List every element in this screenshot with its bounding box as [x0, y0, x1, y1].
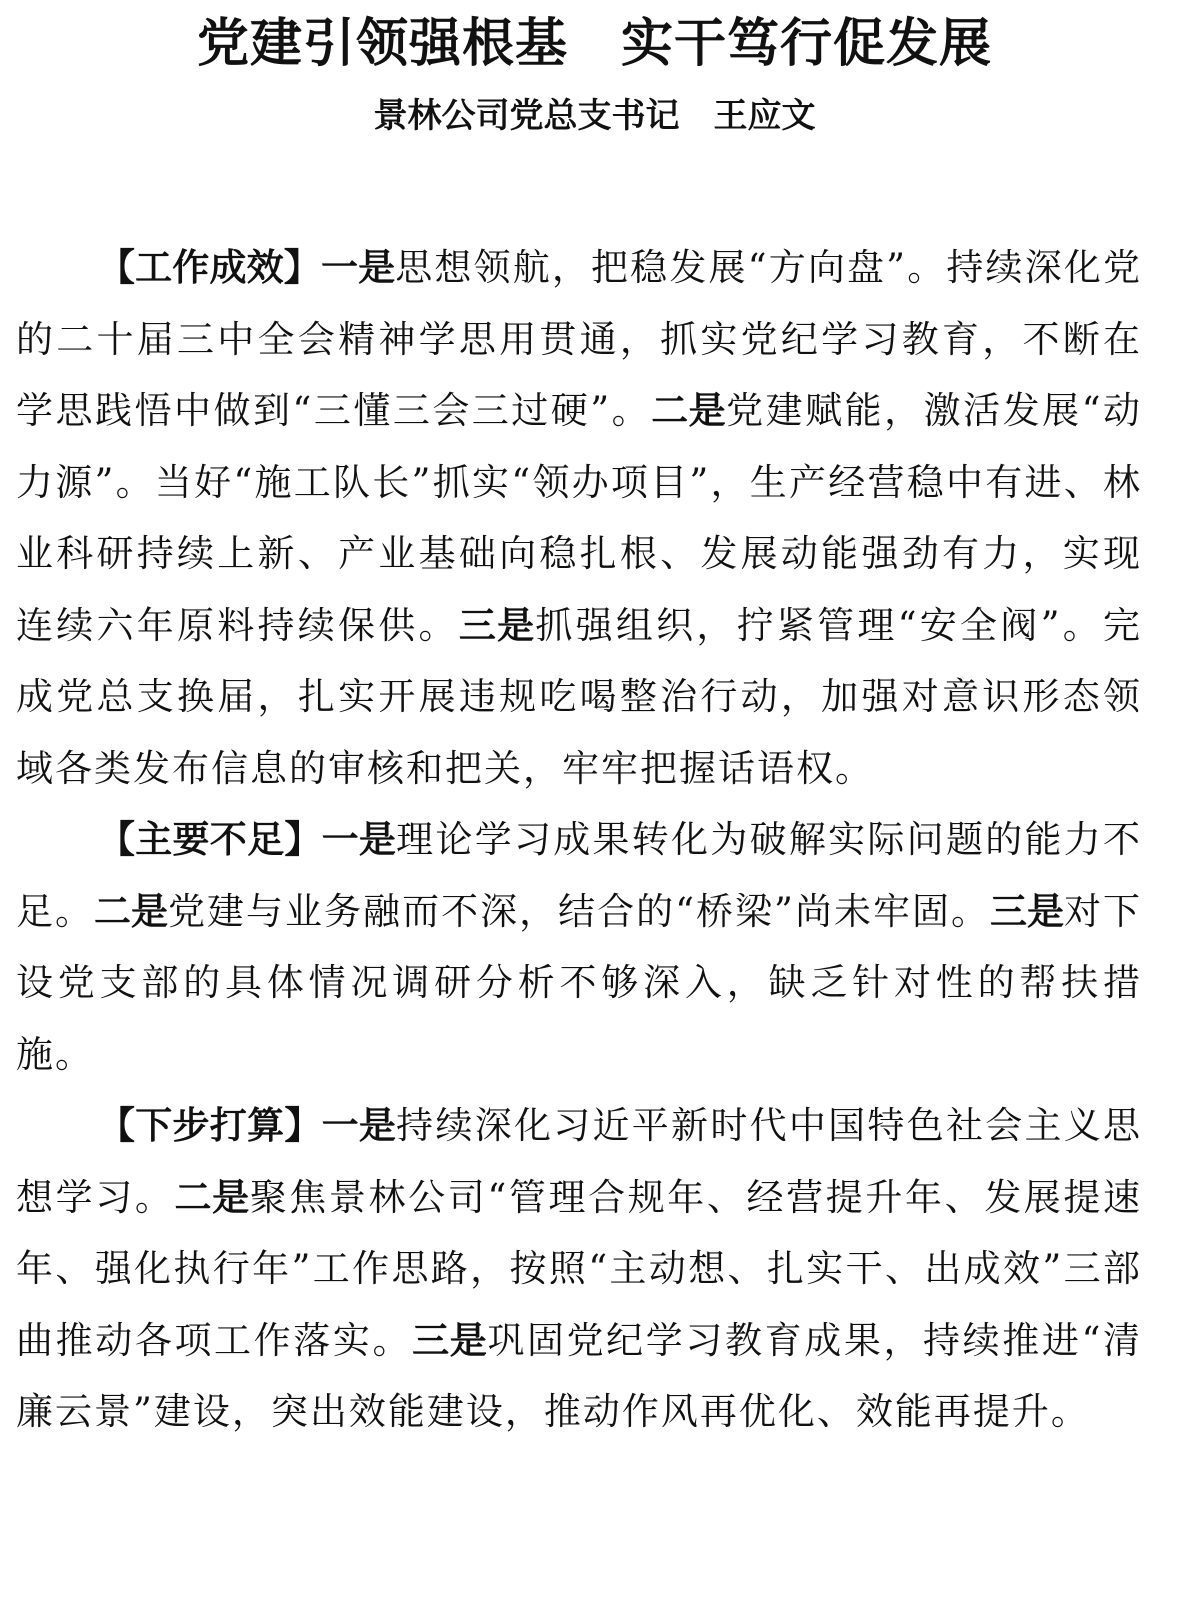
item-marker: 三是 — [412, 1318, 488, 1362]
item-text: 聚焦景林公司“管理合规年、经营提升年、发展提速年、强化执行年”工作思路，按照“主动想、扎实干、出成效”三部曲推动各项工作落实。 — [16, 1175, 1143, 1362]
section-shortcomings — [16, 804, 1142, 1090]
item-text: 党建赋能，激活发展“动力源”。当好“施工队长”抓实“领办项目”，生产经营稳中有进、林业科研持续上新、产业基础向稳扎根、发展动能强劲有力，实现连续六年原料持续保供。 — [16, 389, 1142, 647]
item-marker: 一是 — [320, 246, 396, 289]
item-marker: 二是 — [174, 1175, 250, 1219]
item-text: 理论学习成果转化为破解实际问题的能力不足。 — [16, 818, 1143, 933]
item-text: 思想领航，把稳发展“方向盘”。持续深化党的二十届三中全会精神学思用贯通，抓实党纪学习教育，不断在学思践悟中做到“三懂三会三过硬”。 — [16, 246, 1143, 432]
item-marker: 一是 — [321, 1104, 397, 1147]
item-marker: 三是 — [458, 603, 536, 647]
item-text: 巩固党纪学习教育成果，持续推进“清廉云景”建设，突出效能建设，推动作风再优化、效能再提升。 — [16, 1318, 1143, 1433]
section-heading: 【下步打算】 — [98, 1104, 322, 1147]
item-marker: 二是 — [651, 389, 727, 432]
section-next-steps — [16, 1090, 1142, 1448]
article-byline: 景林公司党总支书记 王应文 — [373, 96, 816, 136]
section-heading: 【主要不足】 — [98, 818, 322, 861]
item-text: 抓强组织，拧紧管理“安全阀”。完成党总支换届，扎实开展违规吃喝整治行动，加强对意识形态领域各类发布信息的审核和把关，牢牢把握话语权。 — [16, 603, 1142, 790]
item-marker: 三是 — [989, 889, 1064, 933]
article-title: 党建引领强根基 实干笃行促发展 — [196, 13, 992, 74]
item-marker: 一是 — [321, 818, 397, 861]
item-marker: 二是 — [94, 889, 169, 933]
section-heading: 【工作成效】 — [98, 246, 321, 289]
item-text: 党建与业务融而不深，结合的“桥梁”尚未牢固。 — [168, 889, 990, 933]
article-body — [16, 232, 1142, 1448]
item-text: 持续深化习近平新时代中国特色社会主义思想学习。 — [16, 1104, 1143, 1219]
section-achievements — [16, 232, 1142, 804]
item-text: 对下设党支部的具体情况调研分析不够深入，缺乏针对性的帮扶措施。 — [16, 889, 1143, 1076]
